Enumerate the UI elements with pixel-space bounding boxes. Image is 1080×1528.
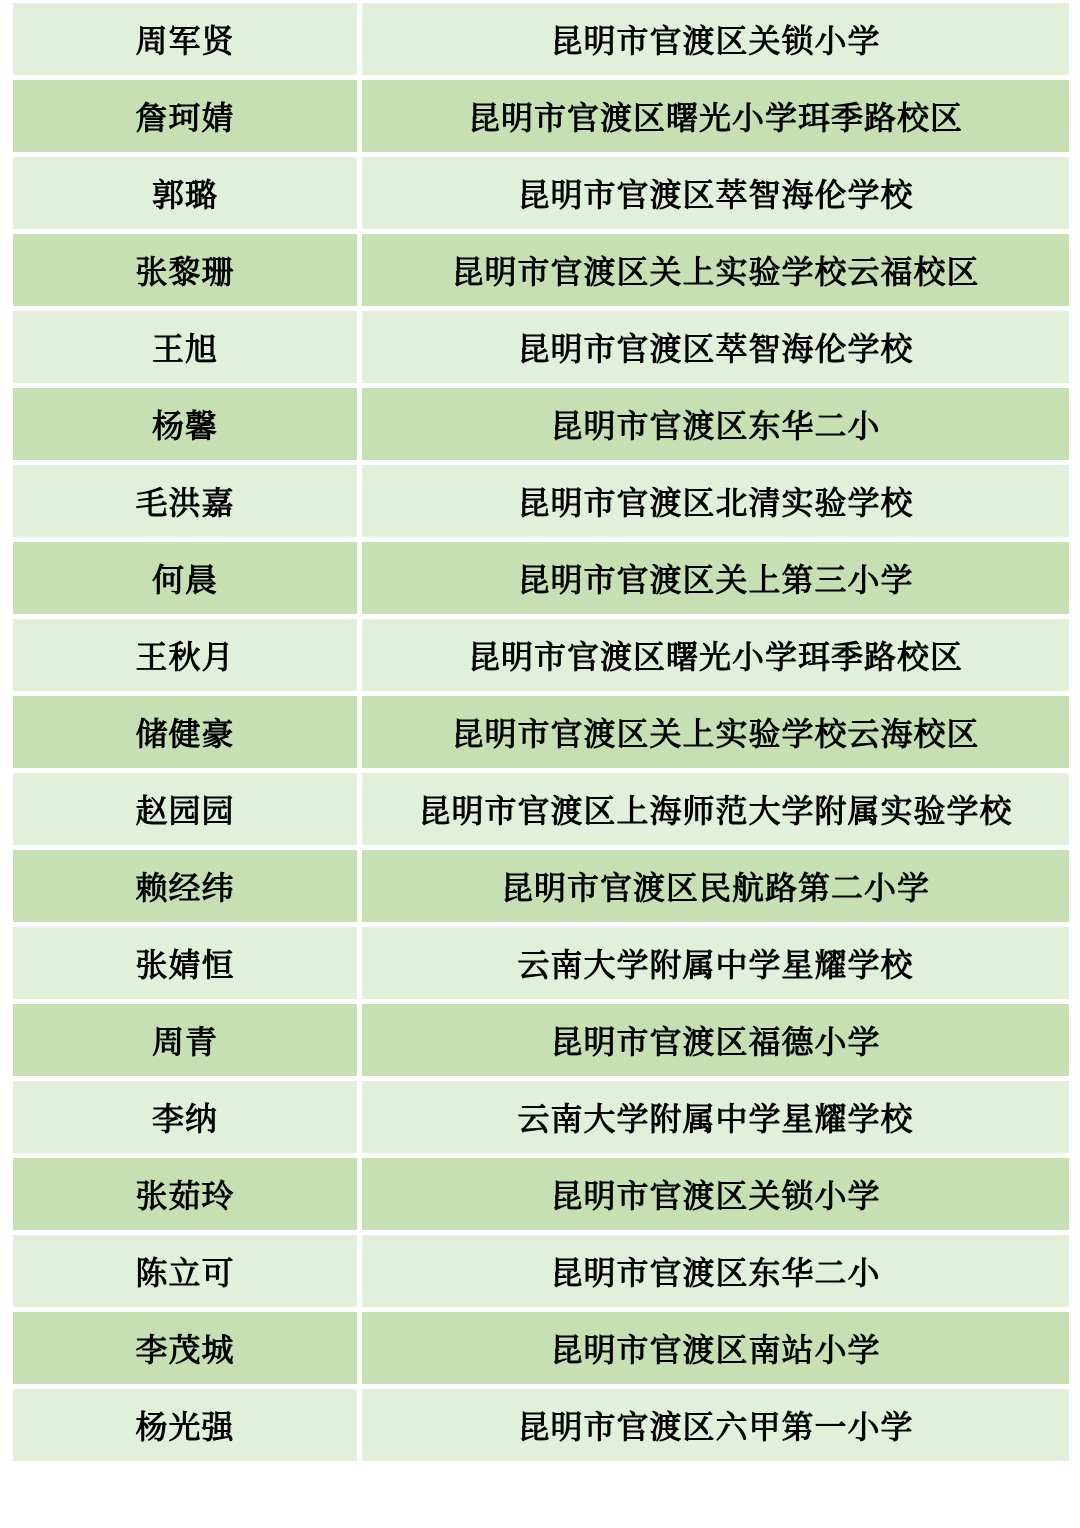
roster-table xyxy=(13,3,1069,1466)
table-row xyxy=(13,773,1069,845)
table-row xyxy=(13,1081,1069,1153)
school-cell: 昆明市官渡区南站小学 xyxy=(362,1312,1069,1384)
school-cell: 昆明市官渡区关上第三小学 xyxy=(362,542,1069,614)
table-row xyxy=(13,1389,1069,1461)
name-cell: 王秋月 xyxy=(13,619,357,691)
school-cell: 昆明市官渡区六甲第一小学 xyxy=(362,1389,1069,1461)
school-cell: 昆明市官渡区萃智海伦学校 xyxy=(362,311,1069,383)
table-row xyxy=(13,542,1069,614)
school-cell: 昆明市官渡区关锁小学 xyxy=(362,1158,1069,1230)
table-row xyxy=(13,850,1069,922)
name-cell: 李纳 xyxy=(13,1081,357,1153)
table-row xyxy=(13,157,1069,229)
school-cell: 云南大学附属中学星耀学校 xyxy=(362,1081,1069,1153)
name-cell: 陈立可 xyxy=(13,1235,357,1307)
name-cell: 赵园园 xyxy=(13,773,357,845)
school-cell: 昆明市官渡区关锁小学 xyxy=(362,3,1069,75)
table-row xyxy=(13,1158,1069,1230)
table-row xyxy=(13,3,1069,75)
name-cell: 毛洪嘉 xyxy=(13,465,357,537)
table-row xyxy=(13,1235,1069,1307)
name-cell: 杨光强 xyxy=(13,1389,357,1461)
name-cell: 李茂城 xyxy=(13,1312,357,1384)
table-row xyxy=(13,619,1069,691)
table-row xyxy=(13,927,1069,999)
name-cell: 周青 xyxy=(13,1004,357,1076)
school-cell: 昆明市官渡区曙光小学珥季路校区 xyxy=(362,80,1069,152)
table-row xyxy=(13,465,1069,537)
name-cell: 张婧恒 xyxy=(13,927,357,999)
school-cell: 昆明市官渡区东华二小 xyxy=(362,388,1069,460)
table-row xyxy=(13,80,1069,152)
table-row xyxy=(13,234,1069,306)
name-cell: 张黎珊 xyxy=(13,234,357,306)
name-cell: 储健豪 xyxy=(13,696,357,768)
school-cell: 昆明市官渡区萃智海伦学校 xyxy=(362,157,1069,229)
school-cell: 云南大学附属中学星耀学校 xyxy=(362,927,1069,999)
name-cell: 王旭 xyxy=(13,311,357,383)
name-cell: 赖经纬 xyxy=(13,850,357,922)
school-cell: 昆明市官渡区曙光小学珥季路校区 xyxy=(362,619,1069,691)
school-cell: 昆明市官渡区关上实验学校云福校区 xyxy=(362,234,1069,306)
name-cell: 郭璐 xyxy=(13,157,357,229)
name-cell: 杨馨 xyxy=(13,388,357,460)
school-cell: 昆明市官渡区北清实验学校 xyxy=(362,465,1069,537)
table-row xyxy=(13,696,1069,768)
school-cell: 昆明市官渡区东华二小 xyxy=(362,1235,1069,1307)
table-row xyxy=(13,1312,1069,1384)
name-cell: 张茹玲 xyxy=(13,1158,357,1230)
name-cell: 詹珂婧 xyxy=(13,80,357,152)
table-row xyxy=(13,388,1069,460)
table-row xyxy=(13,1004,1069,1076)
school-cell: 昆明市官渡区上海师范大学附属实验学校 xyxy=(362,773,1069,845)
name-cell: 周军贤 xyxy=(13,3,357,75)
school-cell: 昆明市官渡区关上实验学校云海校区 xyxy=(362,696,1069,768)
school-cell: 昆明市官渡区民航路第二小学 xyxy=(362,850,1069,922)
name-cell: 何晨 xyxy=(13,542,357,614)
school-cell: 昆明市官渡区福德小学 xyxy=(362,1004,1069,1076)
table-row xyxy=(13,311,1069,383)
